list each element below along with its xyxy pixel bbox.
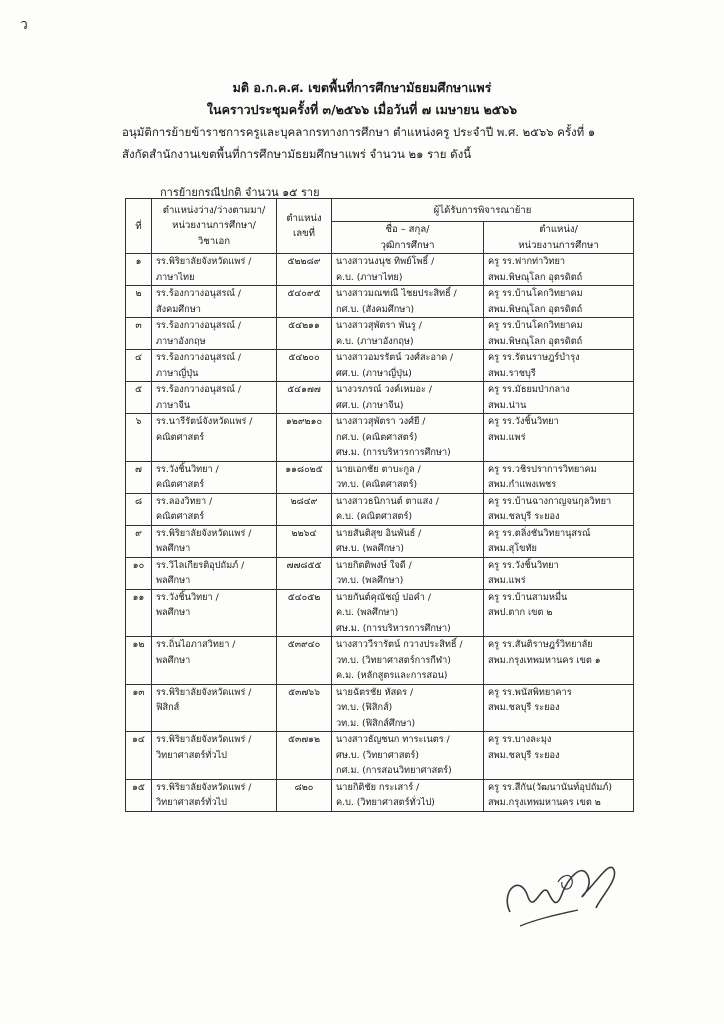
row-number — [126, 684, 152, 732]
vacant-position-line: สังคมศึกษา — [156, 303, 201, 315]
row-number — [126, 382, 152, 414]
applicant-name-line: นางสาวสุพัตรา พันรู / — [336, 320, 422, 331]
header-name — [332, 222, 484, 254]
applicant-name-line: กศ.บ. (สังคมศึกษา) — [336, 303, 415, 315]
subtitle: การย้ายกรณีปกติ จำนวน ๑๕ ราย — [160, 186, 320, 199]
header-name-line-1: ชื่อ – สกุล/ — [385, 224, 430, 235]
row-number-text: ๑๔ — [132, 734, 145, 745]
position-number — [277, 779, 332, 811]
row-number-text: ๔ — [135, 352, 142, 363]
header-applicant: ผู้ได้รับการพิจารณาย้าย — [332, 199, 634, 222]
applicant-name-line: วท.บ. (คณิตศาสตร์) — [336, 479, 418, 490]
vacant-position-line: คณิตศาสตร์ — [156, 479, 205, 490]
current-position-line: ครู รร.พนัสพิทยาคาร — [488, 686, 572, 698]
applicant-name-line: ศศ.บ. (ภาษาญี่ปุ่น) — [336, 367, 412, 379]
current-position-line: สพป.ตาก เขต ๒ — [488, 607, 553, 618]
applicant-name-line: ศษ.ม. (การบริหารการศึกษา) — [336, 447, 451, 458]
applicant-name-line: วท.ม. (ฟิสิกส์ศึกษา) — [336, 717, 416, 729]
row-number-text: ๓ — [135, 320, 142, 331]
vacant-position-cell — [152, 414, 277, 462]
vacant-position-line: รร.พิริยาลัยจังหวัดแพร่ / — [156, 686, 252, 698]
table-row — [126, 779, 634, 811]
vacant-position-line: ภาษาไทย — [156, 271, 195, 283]
row-number — [126, 732, 152, 780]
applicant-name-line: วท.บ. (วิทยาศาสตร์การกีฬา) — [336, 654, 451, 666]
applicant-name-cell — [332, 525, 484, 557]
row-number — [126, 637, 152, 685]
applicant-name-line: นางสาวสุพัตรา วงศ์ยี / — [336, 416, 426, 427]
table-row — [126, 684, 634, 732]
vacant-position-cell — [152, 525, 277, 557]
vacant-position-line: ภาษาจีน — [156, 399, 191, 411]
vacant-position-line: รร.พิริยาลัยจังหวัดแพร่ / — [156, 527, 252, 539]
current-position-line: ครู รร.บ้านโคกวิทยาคม — [488, 320, 583, 331]
current-position-line: ครู รร.วังชิ้นวิทยา — [488, 416, 559, 427]
row-number — [126, 286, 152, 318]
position-number-text: ๑๒๙๒๑๐ — [285, 416, 323, 427]
applicant-name-cell — [332, 732, 484, 780]
transfer-table — [125, 198, 634, 812]
current-position-line: สพม.สุโขทัย — [488, 543, 537, 554]
row-number-text: ๑๓ — [132, 686, 145, 698]
current-position-line: ครู รร.มัธยมป่ากลาง — [488, 384, 570, 395]
position-number-text: ๒๘๔๙ — [290, 495, 318, 507]
applicant-name-line: ค.บ. (พลศึกษา) — [336, 607, 399, 618]
current-position-cell — [484, 493, 634, 525]
current-position-cell — [484, 350, 634, 382]
row-number — [126, 493, 152, 525]
row-number — [126, 254, 152, 286]
applicant-name-cell — [332, 684, 484, 732]
position-number-text: ๗๗๘๕๕ — [286, 559, 322, 571]
current-position-cell — [484, 254, 634, 286]
row-number-text: ๑๐ — [132, 559, 145, 571]
position-number — [277, 684, 332, 732]
applicant-name-line: วท.บ. (พลศึกษา) — [336, 575, 404, 586]
position-number — [277, 461, 332, 493]
vacant-position-cell — [152, 589, 277, 637]
current-position-line: สพม.ชลบุรี ระยอง — [488, 511, 560, 522]
table-row — [126, 589, 634, 637]
applicant-name-line: นางสาวธัญชนก ทาระเนตร / — [336, 734, 450, 745]
current-position-cell — [484, 318, 634, 350]
table-row — [126, 637, 634, 685]
vacant-position-line: วิทยาศาสตร์ทั่วไป — [156, 797, 227, 808]
current-position-line: สพม.พิษณุโลก อุตรดิตถ์ — [488, 271, 583, 283]
row-number — [126, 350, 152, 382]
current-position-line: ครู รร.วังชิ้นวิทยา — [488, 559, 559, 571]
current-position-cell — [484, 637, 634, 685]
applicant-name-cell — [332, 493, 484, 525]
table-row — [126, 254, 634, 286]
title-line-1: มติ อ.ก.ค.ศ. เขตพื้นที่การศึกษามัธยมศึกษาแพร่ — [232, 80, 492, 95]
vacant-position-cell — [152, 493, 277, 525]
vacant-position-line: ฟิสิกส์ — [156, 702, 180, 713]
table-row — [126, 350, 634, 382]
vacant-position-line: รร.ร้องกวางอนุสรณ์ / — [156, 320, 241, 331]
current-position-cell — [484, 557, 634, 589]
current-position-cell — [484, 286, 634, 318]
position-number-text: ๕๔๐๙๕ — [287, 288, 321, 299]
position-number — [277, 254, 332, 286]
vacant-position-line: รร.ลองวิทยา / — [156, 495, 213, 507]
current-position-line: ครู รร.บางละมุง — [488, 734, 552, 745]
applicant-name-line: กศ.บ. (คณิตศาสตร์) — [336, 431, 418, 443]
row-number — [126, 461, 152, 493]
row-number — [126, 318, 152, 350]
current-position-line: สพม.ชลบุรี ระยอง — [488, 749, 560, 761]
applicant-name-cell — [332, 589, 484, 637]
current-position-line: สพม.กรุงเทพมหานคร เขต ๒ — [488, 797, 601, 808]
current-position-line: ครู รร.วชิรปราการวิทยาคม — [488, 463, 597, 475]
applicant-name-line: นางสาววีรารัตน์ กวางประสิทธิ์ / — [336, 639, 463, 650]
vacant-position-line: วิทยาศาสตร์ทั่วไป — [156, 749, 227, 761]
applicant-name-line: ค.บ. (ภาษาไทย) — [336, 271, 403, 283]
row-number — [126, 557, 152, 589]
applicant-name-line: ศษ.ม. (การบริหารการศึกษา) — [336, 622, 451, 634]
vacant-position-cell — [152, 382, 277, 414]
position-number — [277, 286, 332, 318]
current-position-line: ครู รร.ตลิ่งชันวิทยานุสรณ์ — [488, 527, 591, 539]
position-number — [277, 637, 332, 685]
applicant-name-cell — [332, 254, 484, 286]
vacant-position-cell — [152, 350, 277, 382]
applicant-name-line: นางสาวอมรรัตน์ วงศ์สะอาด / — [336, 352, 454, 363]
current-position-line: สพม.ชลบุรี ระยอง — [488, 702, 560, 713]
row-number — [126, 414, 152, 462]
table-row — [126, 461, 634, 493]
table-row — [126, 557, 634, 589]
table-row — [126, 414, 634, 462]
header-current — [484, 222, 634, 254]
vacant-position-line: รร.วิไลเกียรติอุปถัมภ์ / — [156, 559, 245, 571]
applicant-name-cell — [332, 637, 484, 685]
vacant-position-line: ภาษาญี่ปุ่น — [156, 367, 199, 379]
current-position-cell — [484, 732, 634, 780]
header-no: ที่ — [126, 199, 152, 254]
applicant-name-line: นายกิตติพงษ์ ใจดี / — [336, 559, 412, 571]
vacant-position-line: พลศึกษา — [156, 543, 191, 554]
table-row — [126, 732, 634, 780]
vacant-position-line: รร.ร้องกวางอนุสรณ์ / — [156, 352, 241, 363]
applicant-name-cell — [332, 779, 484, 811]
vacant-position-cell — [152, 318, 277, 350]
position-number — [277, 732, 332, 780]
vacant-position-cell — [152, 557, 277, 589]
vacant-position-line: พลศึกษา — [156, 654, 191, 666]
vacant-position-cell — [152, 684, 277, 732]
row-number — [126, 525, 152, 557]
header-position-line-2: เลขที่ — [292, 228, 316, 239]
vacant-position-line: รร.วังชิ้นวิทยา / — [156, 463, 219, 475]
position-number-text: ๕๔๒๑๑ — [288, 320, 320, 331]
table-row — [126, 493, 634, 525]
intro-line-1: อนุมัติการย้ายข้าราชการครูและบุคลากรทางการศึกษา ตำแหน่งครู ประจำปี พ.ศ. ๒๕๖๖ ครั้งที่ ๑ — [122, 125, 596, 139]
applicant-name-line: นางสาวธนิกานต์ ตาแสง / — [336, 495, 439, 507]
signature-image — [490, 852, 630, 932]
current-position-cell — [484, 684, 634, 732]
applicant-name-line: นางสาวมณฑณี ไชยประสิทธิ์ / — [336, 288, 457, 299]
vacant-position-line: รร.วังชิ้นวิทยา / — [156, 591, 219, 603]
position-number — [277, 589, 332, 637]
row-number-text: ๘ — [134, 495, 143, 507]
row-number-text: ๕ — [135, 384, 142, 395]
applicant-name-line: นายเอกชัย ตาบะกูล / — [336, 463, 421, 475]
current-position-line: สพม.น่าน — [488, 399, 527, 411]
current-position-line: ครู รร.สีกัน(วัฒนานันท์อุปถัมภ์) — [488, 781, 612, 793]
applicant-name-line: ค.บ. (วิทยาศาสตร์ทั่วไป) — [336, 797, 435, 808]
vacant-position-line: รร.พิริยาลัยจังหวัดแพร่ / — [156, 781, 252, 793]
table-row — [126, 382, 634, 414]
applicant-name-line: นางวรภรณ์ วงค์เหมอะ / — [336, 384, 432, 395]
row-number-text: ๑๑ — [132, 591, 145, 603]
vacant-position-line: รร.นารีรัตน์จังหวัดแพร่ / — [156, 416, 253, 427]
position-number-text: ๕๔๐๕๒ — [287, 591, 321, 603]
row-number-text: ๑๕ — [132, 781, 145, 793]
current-position-line: สพม.แพร่ — [488, 431, 526, 443]
applicant-name-line: ค.ม. (หลักสูตรและการสอน) — [336, 670, 448, 681]
vacant-position-line: ภาษาอังกฤษ — [156, 335, 206, 347]
vacant-position-line: พลศึกษา — [156, 607, 191, 618]
current-position-line: ครู รร.บ้านฉางกาญจนกุลวิทยา — [488, 495, 612, 507]
table-row — [126, 286, 634, 318]
current-position-line: ครู รร.บ้านสามหมื่น — [488, 591, 568, 603]
position-number — [277, 350, 332, 382]
applicant-name-line: วท.บ. (ฟิสิกส์) — [336, 702, 393, 713]
vacant-position-line: รร.ร้องกวางอนุสรณ์ / — [156, 288, 241, 299]
applicant-name-line: นายสันติสุข อินพันธ์ / — [336, 527, 422, 539]
row-number-text: ๒ — [135, 288, 142, 299]
header-vacant-line-2: หน่วยงานการศึกษา/ — [172, 220, 256, 232]
header-vacant — [152, 199, 277, 254]
position-number-text: ๕๓๗๑๒ — [287, 734, 321, 745]
applicant-name-line: ศษ.บ. (พลศึกษา) — [336, 543, 404, 554]
position-number — [277, 382, 332, 414]
vacant-position-cell — [152, 461, 277, 493]
vacant-position-line: คณิตศาสตร์ — [156, 431, 205, 443]
current-position-line: สพม.พิษณุโลก อุตรดิตถ์ — [488, 303, 583, 315]
position-number — [277, 414, 332, 462]
header-name-line-2: วุฒิการศึกษา — [380, 239, 435, 251]
header-current-line-2: หน่วยงานการศึกษา — [518, 239, 599, 251]
current-position-line: สพม.พิษณุโลก อุตรดิตถ์ — [488, 335, 583, 347]
current-position-cell — [484, 589, 634, 637]
position-number-text: ๕๓๙๔๐ — [287, 639, 321, 650]
vacant-position-line: รร.พิริยาลัยจังหวัดแพร่ / — [156, 256, 252, 267]
current-position-line: สพม.กรุงเทพมหานคร เขต ๑ — [488, 654, 601, 666]
corner-mark: ว — [20, 17, 28, 33]
current-position-line: สพม.ราชบุรี — [488, 367, 536, 379]
applicant-name-cell — [332, 350, 484, 382]
applicant-name-line: ศศ.บ. (ภาษาจีน) — [336, 399, 404, 411]
position-number-text: ๕๓๗๖๖ — [288, 686, 320, 698]
header-vacant-line-1: ตำแหน่งว่าง/ว่างตามมา/ — [162, 204, 266, 216]
header-position — [277, 199, 332, 254]
applicant-name-cell — [332, 318, 484, 350]
applicant-name-line: ค.บ. (คณิตศาสตร์) — [336, 511, 413, 522]
row-number-text: ๑๒ — [132, 639, 145, 650]
row-number-text: ๗ — [135, 463, 142, 475]
title-line-2: ในคราวประชุมครั้งที่ ๓/๒๕๖๖ เมื่อวันที่ ๗ เมษายน ๒๕๖๖ — [206, 102, 518, 117]
position-number-text: ๕๒๒๘๙ — [287, 256, 321, 267]
applicant-name-cell — [332, 382, 484, 414]
applicant-name-cell — [332, 414, 484, 462]
current-position-cell — [484, 525, 634, 557]
applicant-name-line: นายกิติชัย กระเสาร์ / — [336, 781, 420, 793]
position-number-text: ๒๒๖๔ — [291, 527, 317, 539]
position-number — [277, 557, 332, 589]
table-body — [126, 254, 634, 812]
current-position-line: ครู รร.รัตนราษฎร์บำรุง — [488, 352, 580, 363]
row-number — [126, 589, 152, 637]
position-number — [277, 525, 332, 557]
position-number-text: ๘๒๐ — [294, 781, 314, 793]
vacant-position-cell — [152, 779, 277, 811]
current-position-line: ครู รร.ฟากท่าวิทยา — [488, 256, 565, 267]
current-position-line: สพม.แพร่ — [488, 575, 526, 586]
applicant-name-line: ค.บ. (ภาษาอังกฤษ) — [336, 335, 414, 347]
row-number — [126, 779, 152, 811]
vacant-position-line: รร.ถิ่นไอภาสวิทยา / — [156, 639, 236, 650]
vacant-position-cell — [152, 637, 277, 685]
applicant-name-line: นายฉัตรชัย หัสดร / — [336, 686, 414, 698]
position-number-text: ๕๔๒๐๐ — [288, 352, 320, 363]
applicant-name-line: กศ.ม. (การสอนวิทยาศาสตร์) — [336, 765, 452, 776]
current-position-line: ครู รร.สันติราษฎร์วิทยาลัย — [488, 639, 593, 650]
current-position-cell — [484, 382, 634, 414]
applicant-name-cell — [332, 286, 484, 318]
header-current-line-1: ตำแหน่ง/ — [539, 224, 578, 235]
header-vacant-line-3: วิชาเอก — [197, 235, 231, 247]
current-position-cell — [484, 414, 634, 462]
applicant-name-line: นายกันต์คุณัชญ์ ปอคำ / — [336, 591, 431, 603]
vacant-position-line: พลศึกษา — [156, 575, 191, 586]
current-position-line: ครู รร.บ้านโคกวิทยาคม — [488, 288, 583, 299]
position-number — [277, 318, 332, 350]
current-position-cell — [484, 779, 634, 811]
row-number-text: ๖ — [135, 416, 142, 427]
table-row — [126, 318, 634, 350]
row-number-text: ๑ — [135, 256, 142, 267]
vacant-position-cell — [152, 732, 277, 780]
applicant-name-line: ศษ.บ. (วิทยาศาสตร์) — [336, 749, 419, 761]
applicant-name-cell — [332, 461, 484, 493]
position-number — [277, 493, 332, 525]
applicant-name-cell — [332, 557, 484, 589]
table-row — [126, 525, 634, 557]
position-number-text: ๑๑๘๐๒๕ — [285, 463, 323, 475]
vacant-position-line: รร.ร้องกวางอนุสรณ์ / — [156, 384, 241, 395]
current-position-cell — [484, 461, 634, 493]
vacant-position-cell — [152, 254, 277, 286]
vacant-position-line: รร.พิริยาลัยจังหวัดแพร่ / — [156, 734, 252, 745]
vacant-position-line: คณิตศาสตร์ — [156, 511, 205, 522]
intro-line-2: สังกัดสำนักงานเขตพื้นที่การศึกษามัธยมศึกษาแพร่ จำนวน ๒๑ ราย ดังนี้ — [122, 147, 472, 161]
position-number-text: ๕๔๑๗๗ — [287, 384, 321, 395]
current-position-line: สพม.กำแพงเพชร — [488, 479, 557, 490]
applicant-name-line: นางสาวนงนุช ทิพย์โพธิ์ / — [336, 256, 435, 267]
row-number-text: ๙ — [135, 527, 142, 539]
header-position-line-1: ตำแหน่ง — [286, 212, 322, 224]
vacant-position-cell — [152, 286, 277, 318]
